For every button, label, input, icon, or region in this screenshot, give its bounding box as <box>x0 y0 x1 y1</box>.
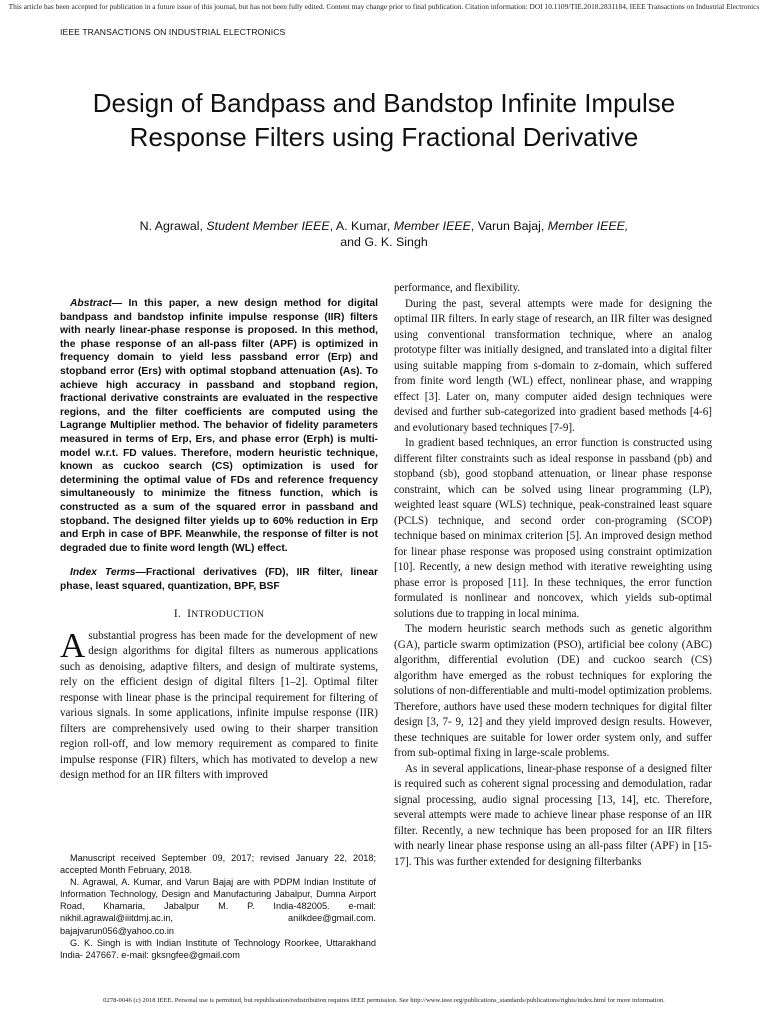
abstract-text: In this paper, a new design method for digital bandpass and bandstop infinite impulse response (IIR) filters with nearly linear-phase response is proposed. In this method, the phase response of an all-pass filter (APF) is optimized in frequency domain to yield less passband error (Erp) and stopband error (Ers) with optimal stopband attenuation (As). To achieve high accuracy in passband and stopband region, fractional derivative constraints are evaluated in the respective regions, and the filter coefficients are computed using the Lagrange Multiplier method. The behavior of fidelity parameters measured in terms of Erp, Ers, and phase error (Erph) is multi-model w.r.t. FD values. Therefore, modern heuristic technique, known as cuckoo search (CS) optimization is used for determining the optimal value of FDs and reference frequency simultaneously to minimize the fitness function, which is constructed as a sum of the squared error in passband and stopband. The designed filter yields up to 60% reduction in Erp and Erph in case of BPF. Meanwhile, the response of filter is not degraded due to finite word length (WL) effect. <box>60 298 378 554</box>
intro-paragraph <box>60 625 378 784</box>
section-heading-introduction <box>60 607 378 623</box>
paper-title: Design of Bandpass and Bandstop Infinite Impulse Response Filters using Fractional Derivative <box>92 88 676 152</box>
author-2: , A. Kumar, <box>329 219 394 233</box>
author-3: , Varun Bajaj, <box>470 219 548 233</box>
section-numeral: I. <box>173 608 181 621</box>
section-title-rest: NTRODUCTION <box>191 609 265 621</box>
right-column <box>394 281 712 870</box>
abstract <box>60 297 378 555</box>
index-terms-text: Fractional derivatives (FD), IIR filter, linear phase, least squared, quantization, BPF, BSF <box>60 567 378 592</box>
author-1-role: Student Member IEEE <box>206 219 330 233</box>
body-paragraph: As in several applications, linear-phase response of a designed filter is required such as coherent signal processing and demodulation, radar signal processing, audio signal processing [13, 14], etc. Therefore, several attempts were made to achieve linear phase response of an IIR filter. Recently, a new technique has been proposed for an IIR filters with nearly linear phase response using an all-pass filter (APF) in [15-17]. This was further extended for designing filterbanks <box>394 762 712 868</box>
intro-text: substantial progress has been made for the development of new design algorithms for digital filters as numerous applications such as denoising, adaptive filters, and design of multirate systems, rely on the efficient design of digital filters [1–2]. Optimal filter response with linear phase is the principal requirement for filtering of various signals. In some applications, infinite impulse response (IIR) filters are comprehensively used owing to their sharper transition region roll-off, and low memory requirement as compared to finite impulse response (FIR) filters, which has motivated to develop a new design method for an IIR filters with improved <box>60 629 378 782</box>
publication-banner: This article has been accepted for publication in a future issue of this journal, but has not been fully edited. Content may change prior to final publication. Citation information: DOI 10.1109/TIE.2018.2831184, IEEE Transactions on Industrial Electronics <box>8 2 760 11</box>
index-terms-label: Index Terms <box>70 567 136 579</box>
drop-cap: A <box>60 625 86 665</box>
author-2-role: Member IEEE <box>393 219 471 233</box>
index-terms <box>60 566 378 593</box>
section-initial: I <box>187 608 192 621</box>
footnote-affiliation-2: G. K. Singh is with Indian Institute of Technology Roorkee, Uttarakhand India- 247667. e-mail: gksngfee@gmail.com <box>60 937 376 960</box>
abstract-label: Abstract <box>70 298 112 309</box>
author-1: N. Agrawal, <box>139 219 207 233</box>
footnote-manuscript: Manuscript received September 09, 2017; revised January 22, 2018; accepted Month February, 2018. <box>60 853 376 876</box>
author-list <box>90 218 678 250</box>
left-column <box>60 297 378 784</box>
abstract-dash: — <box>111 298 129 309</box>
journal-header: IEEE TRANSACTIONS ON INDUSTRIAL ELECTRONICS <box>60 27 286 37</box>
footnote-affiliation-1: N. Agrawal, A. Kumar, and Varun Bajaj are with PDPM Indian Institute of Information Technology, Design and Manufacturing Jabalpur, Dumna Airport Road, Khamaria, Jabalpur M. P. India-482005. e-mail: nikhil.agrawal@iiitdmj.ac.in, anilkdee@gmail.com. bajajvarun056@yahoo.co.in <box>60 877 376 936</box>
body-paragraph-continued: performance, and flexibility. <box>394 282 521 294</box>
body-paragraph: In gradient based techniques, an error function is constructed using different filter constraints such as ideal response in passband (pb) and stopband (sb), good stopband attenuation, or linear phase response constraint, which can be solved using linear programming (LP), weighted least square (WLS) technique, peak-constrained least square (PCLS) technique, and second order con-programing (SCOP) technique based on minimax criterion [5]. An improved design method for linear phase response was proposed using constraint optimization [10]. Recently, a new design method with iterative reweighting using phase error is proposed [11]. In these techniques, the error function formulated is nonlinear and noncovex, which yields sub-optimal solutions due to trapping in local minima. <box>394 437 712 620</box>
index-terms-dash: — <box>135 567 146 579</box>
author-3-role: Member IEEE, <box>547 219 629 233</box>
footnotes <box>60 852 376 961</box>
body-paragraph: During the past, several attempts were made for designing the optimal IIR filters. In early stage of research, an IIR filter was designed using conventional transformation technique, where an analog prototype filter was initially designed, and translated into a digital filter using suitable mapping from s-domain to z-domain, which suffered from finite word length (WL) effect, nonlinear phase, and wrapping effect [3]. Later on, many computer aided design techniques were devised and further sub-categorized into gradient based methods [4-6] and evolutionary based techniques [7-9]. <box>394 297 712 434</box>
copyright-notice: 0278-0046 (c) 2018 IEEE. Personal use is permitted, but republication/redistribution requires IEEE permission. See http://www.ieee.org/publications_standards/publications/rights/index.html for more information. <box>103 997 665 1004</box>
author-4: and G. K. Singh <box>340 235 428 249</box>
body-paragraph: The modern heuristic search methods such as genetic algorithm (GA), particle swarm optimization (PSO), artificial bee colony (ABC) algorithm, differential evolution (DE) and cuckoo search (CS) algorithm have emerged as the robust techniques for exploring the solutions of non-differentiable and multi-model optimization problems. Therefore, authors have used these modern techniques for digital filter design [3, 7- 9, 12] and they yield improved design results. However, these techniques are suitable for lower order system only, and suffer from sub-optimal fixing in large-scale problems. <box>394 623 712 759</box>
